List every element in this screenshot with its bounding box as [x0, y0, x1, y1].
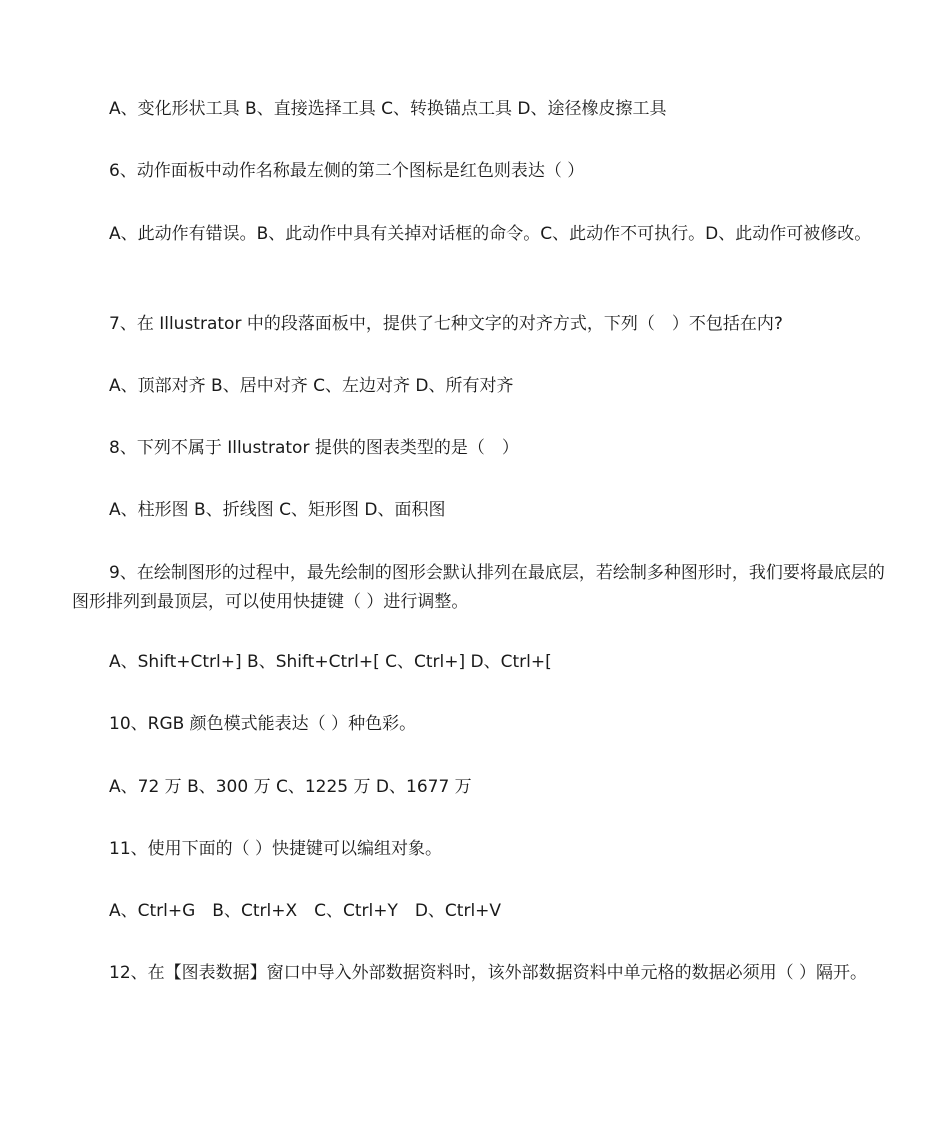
- answer-options-q6: A、此动作有错误。B、此动作中具有关掉对话框的命令。C、此动作不可执行。D、此动作可被修改。: [109, 224, 872, 244]
- answer-options-q11: A、Ctrl+G B、Ctrl+X C、Ctrl+Y D、Ctrl+V: [109, 901, 502, 921]
- question-6: 6、动作面板中动作名称最左侧的第二个图标是红色则表达（ ）: [109, 161, 585, 181]
- question-11: 11、使用下面的（ ）快捷键可以编组对象。: [109, 839, 443, 859]
- question-10: 10、RGB 颜色模式能表达（ ）种色彩。: [109, 714, 417, 734]
- answer-options-q10: A、72 万 B、300 万 C、1225 万 D、1677 万: [109, 777, 472, 797]
- answer-options-q8: A、柱形图 B、折线图 C、矩形图 D、面积图: [109, 500, 446, 520]
- question-12: 12、在【图表数据】窗口中导入外部数据资料时，该外部数据资料中单元格的数据必须用（ ）隔开。: [109, 963, 868, 983]
- answer-options-q7: A、顶部对齐 B、居中对齐 C、左边对齐 D、所有对齐: [109, 376, 514, 396]
- question-8: 8、下列不属于 Illustrator 提供的图表类型的是（ ）: [109, 438, 519, 458]
- question-9: 9、在绘制图形的过程中，最先绘制的图形会默认排列在最底层，若绘制多种图形时，我们要将最底层的图形排列到最顶层，可以使用快捷键（ ）进行调整。: [72, 563, 885, 612]
- answer-options-q5: A、变化形状工具 B、直接选择工具 C、转换锚点工具 D、途径橡皮擦工具: [109, 99, 667, 119]
- answer-options-q9: A、Shift+Ctrl+] B、Shift+Ctrl+[ C、Ctrl+] D、Ctrl+[: [109, 652, 552, 672]
- question-7: 7、在 Illustrator 中的段落面板中，提供了七种文字的对齐方式，下列（ ）不包括在内?: [109, 314, 783, 334]
